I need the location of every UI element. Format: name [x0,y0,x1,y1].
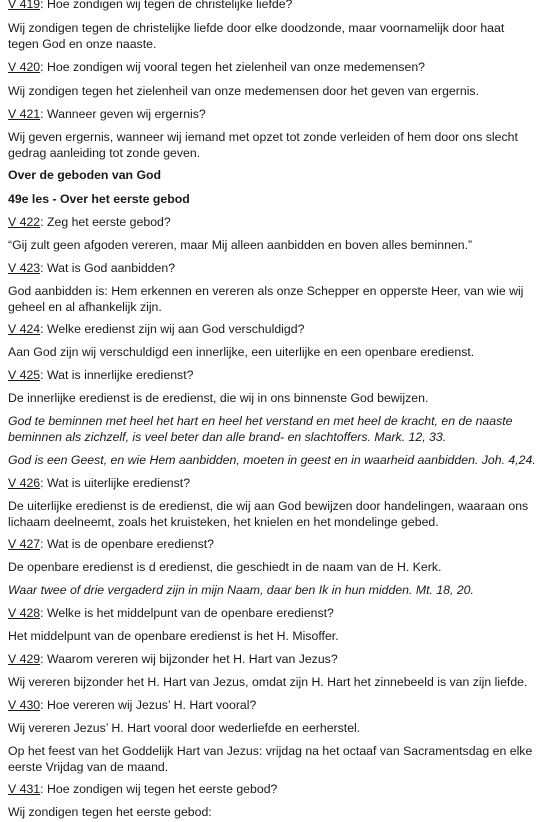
question-number-link[interactable]: V 419 [8,0,41,11]
answer-430-note: Op het feest van het Goddelijk Hart van Jezus: vrijdag na het octaaf van Sacramentsdag en elke eerste Vrijdag van de maand. [8,744,533,774]
question-text: : Hoe zondigen wij vooral tegen het zielenheil van onze medemensen? [40,60,426,74]
scripture-quote: God te beminnen met heel het hart en heel het verstand en met heel de kracht, en de naaste beminnen als zichzelf, is veel beter dan alle brand- en slachtoffers. Mark. 12, 33. [8,414,513,444]
question-427 [8,537,538,553]
question-424 [8,322,538,338]
question-431 [8,782,538,798]
question-text: : Wanneer geven wij ergernis? [40,107,206,121]
answer-422: “Gij zult geen afgoden vereren, maar Mij alleen aanbidden en boven alles beminnen.” [8,238,473,252]
answer-425: De innerlijke eredienst is de eredienst, die wij in ons binnenste God bewijzen. [8,391,429,405]
question-number-link[interactable]: V 421 [8,107,41,121]
answer-429: Wij vereren bijzonder het H. Hart van Jezus, omdat zijn H. Hart het zinnebeeld is van zijn liefde. [8,675,528,689]
question-text: : Hoe vereren wij Jezus’ H. Hart vooral? [40,698,257,712]
answer-423: God aanbidden is: Hem erkennen en vereren als onze Schepper en opperste Heer, van wie wij geheel en al afhankelijk zijn. [8,284,524,314]
question-423 [8,261,538,277]
answer-431: Wij zondigen tegen het eerste gebod: [8,805,212,819]
question-426 [8,476,538,492]
question-text: : Zeg het eerste gebod? [40,215,171,229]
question-421 [8,107,538,123]
question-number-link[interactable]: V 424 [8,322,41,336]
answer-421: Wij geven ergernis, wanneer wij iemand met opzet tot zonde verleiden of hem door ons slecht gedrag aanleiding tot zonde geven. [8,130,518,160]
question-428 [8,606,538,622]
scripture-quote: God is een Geest, en wie Hem aanbidden, moeten in geest en in waarheid aanbidden. Joh. 4,24. [8,453,536,467]
answer-428: Het middelpunt van de openbare eredienst is het H. Misoffer. [8,629,339,643]
question-number-link[interactable]: V 422 [8,215,41,229]
question-430 [8,698,538,714]
question-text: : Waarom vereren wij bijzonder het H. Hart van Jezus? [40,652,338,666]
answer-419: Wij zondigen tegen de christelijke liefde door elke doodzonde, maar voornamelijk door haat tegen God en onze naaste. [8,21,505,51]
question-number-link[interactable]: V 427 [8,537,41,551]
question-text: : Wat is uiterlijke eredienst? [40,476,191,490]
answer-420: Wij zondigen tegen het zielenheil van onze medemensen door het geven van ergernis. [8,84,479,98]
question-text: : Welke eredienst zijn wij aan God verschuldigd? [40,322,305,336]
question-425 [8,368,538,384]
question-number-link[interactable]: V 428 [8,606,41,620]
question-422 [8,215,538,231]
question-number-link[interactable]: V 423 [8,261,41,275]
question-text: : Hoe zondigen wij tegen de christelijke liefde? [40,0,293,11]
answer-427: De openbare eredienst is d eredienst, die geschiedt in de naam van de H. Kerk. [8,560,442,574]
lesson-heading: 49e les - Over het eerste gebod [8,192,190,206]
answer-426: De uiterlijke eredienst is de eredienst, die wij aan God bewijzen door handelingen, waaraan ons lichaam deelneemt, zoals het kruisteken, het knielen en het mondelinge gebed. [8,499,529,529]
answer-424: Aan God zijn wij verschuldigd een innerlijke, een uiterlijke en een openbare eredienst. [8,345,475,359]
question-text: : Wat is innerlijke eredienst? [40,368,194,382]
question-number-link[interactable]: V 431 [8,782,41,796]
question-text: : Wat is God aanbidden? [40,261,176,275]
question-text: : Hoe zondigen wij tegen het eerste gebod? [40,782,278,796]
question-number-link[interactable]: V 429 [8,652,41,666]
scripture-quote: Waar twee of drie vergaderd zijn in mijn Naam, daar ben Ik in hun midden. Mt. 18, 20. [8,583,474,597]
question-number-link[interactable]: V 425 [8,368,41,382]
question-419 [8,0,538,13]
question-number-link[interactable]: V 420 [8,60,41,74]
question-420 [8,60,538,76]
section-heading: Over de geboden van God [8,168,162,182]
question-number-link[interactable]: V 426 [8,476,41,490]
question-text: : Welke is het middelpunt van de openbare eredienst? [40,606,334,620]
question-429 [8,652,538,668]
question-text: : Wat is de openbare eredienst? [40,537,214,551]
question-number-link[interactable]: V 430 [8,698,41,712]
answer-430: Wij vereren Jezus’ H. Hart vooral door wederliefde en eerherstel. [8,721,361,735]
